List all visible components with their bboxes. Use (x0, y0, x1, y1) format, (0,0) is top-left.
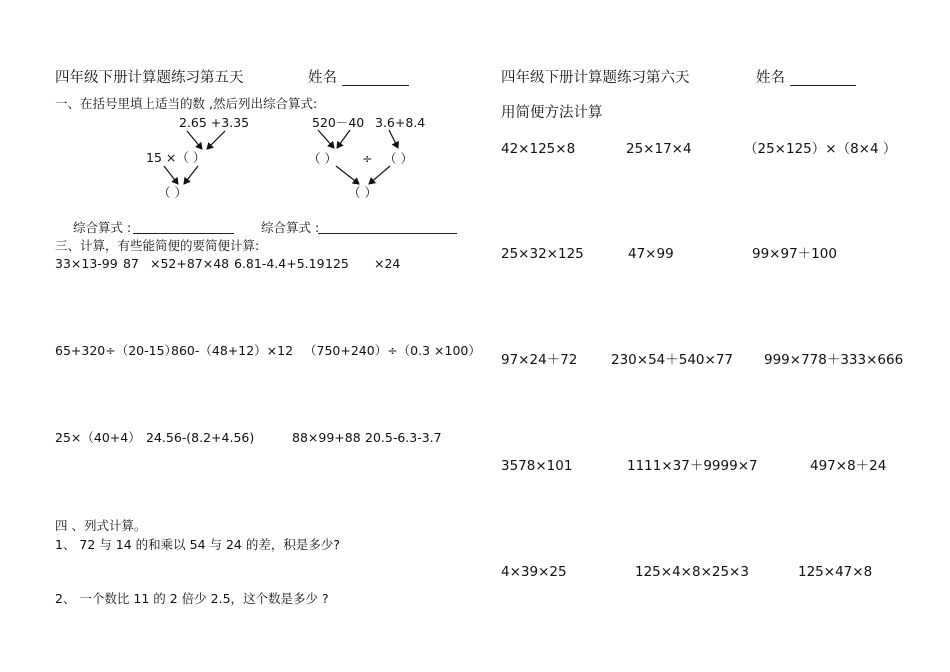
r-row3-item-2: 230×54＋540×77 (611, 352, 734, 368)
s3-r1-item-1: 33×13-99 (55, 256, 118, 271)
left-page-title: 四年级下册计算题练习第五天 (55, 70, 244, 86)
arrow-d2-mid-right (369, 166, 390, 184)
arrow-d2-top-center (337, 130, 350, 148)
s3-r2-item-3: （750+240）÷（0.3 ×100） (304, 343, 481, 358)
formula-answer-line-2[interactable] (318, 233, 457, 234)
r-row3-item-1: 97×24＋72 (501, 352, 578, 368)
diagram1-top-expression: 2.65 +3.35 (179, 115, 250, 130)
right-page-title: 四年级下册计算题练习第六天 (501, 70, 690, 86)
formula-label-2: 综合算式 : (261, 220, 320, 235)
arrow-d1-top-right (207, 131, 225, 149)
r-row1-item-1: 42×125×8 (501, 141, 576, 157)
right-instruction: 用简便方法计算 (501, 105, 603, 121)
s3-r2-item-1: 65+320÷（20-15） (55, 343, 178, 358)
right-name-label: 姓名 (756, 70, 785, 86)
arrow-d1-mid-right (184, 166, 198, 184)
r-row3-item-3: 999×778＋333×666 (764, 352, 904, 368)
r-row2-item-1: 25×32×125 (501, 246, 584, 262)
section1-heading: 一、在括号里填上适当的数 ,然后列出综合算式: (55, 96, 318, 111)
r-row1-item-2: 25×17×4 (626, 141, 692, 157)
s3-r3-item-4: 20.5-6.3-3.7 (365, 430, 442, 445)
arrow-d1-mid-left (164, 166, 178, 184)
s3-r2-item-2: 860-（48+12）×12 (171, 343, 294, 358)
s3-r3-item-3: 88×99+88 (292, 430, 361, 445)
section3-heading: 三、计算，有些能简便的要简便计算: (55, 238, 260, 253)
formula-answer-line-1[interactable] (133, 233, 234, 234)
diagram2-divide-sign: ÷ (362, 151, 373, 166)
formula-label-1: 综合算式 : (73, 220, 132, 235)
r-row2-item-3: 99×97＋100 (752, 246, 837, 262)
s3-r3-item-2: 24.56-(8.2+4.56) (146, 430, 255, 445)
s3-r1-item-5: 125 (325, 256, 349, 271)
left-name-label: 姓名 (308, 70, 337, 86)
diagram2-top-left-expression: 520－40 (312, 115, 365, 130)
diagram2-bottom-blank: （ ） (348, 185, 377, 200)
diagram1-middle-expression: 15 ×（ ） (146, 150, 206, 165)
diagram1-bottom-blank: （ ） (158, 185, 187, 200)
r-row5-item-2: 125×4×8×25×3 (635, 564, 749, 580)
section4-question-2: 2、 一个数比 11 的 2 倍少 2.5，这个数是多少 ? (55, 591, 329, 606)
s3-r3-item-1: 25×（40+4） (55, 430, 141, 445)
arrow-d2-top-left (318, 130, 334, 148)
s3-r1-item-4: 6.81-4.4+5.19 (234, 256, 325, 271)
arrow-d2-top-right (389, 130, 398, 148)
arrow-d2-mid-left (336, 166, 359, 184)
r-row4-item-3: 497×8＋24 (810, 458, 887, 474)
s3-r1-item-2: 87 (123, 256, 139, 271)
s3-r1-item-3: ×52+87×48 (150, 256, 230, 271)
s3-r1-item-6: ×24 (374, 256, 401, 271)
r-row4-item-1: 3578×101 (501, 458, 573, 474)
section4-heading: 四 、列式计算。 (55, 518, 147, 533)
arrow-d1-top-left (187, 131, 202, 149)
r-row1-item-3: （25×125）×（8×4 ） (744, 141, 897, 157)
section4-question-1: 1、 72 与 14 的和乘以 54 与 24 的差，积是多少? (55, 537, 340, 552)
r-row4-item-2: 1111×37＋9999×7 (627, 458, 758, 474)
diagram2-middle-left-blank: （ ） (308, 151, 337, 166)
diagram2-top-right-expression: 3.6+8.4 (375, 115, 426, 130)
r-row5-item-1: 4×39×25 (501, 564, 567, 580)
right-name-blank[interactable] (790, 85, 856, 86)
r-row2-item-2: 47×99 (628, 246, 674, 262)
diagram2-middle-right-blank: （ ） (384, 151, 413, 166)
r-row5-item-3: 125×47×8 (798, 564, 873, 580)
